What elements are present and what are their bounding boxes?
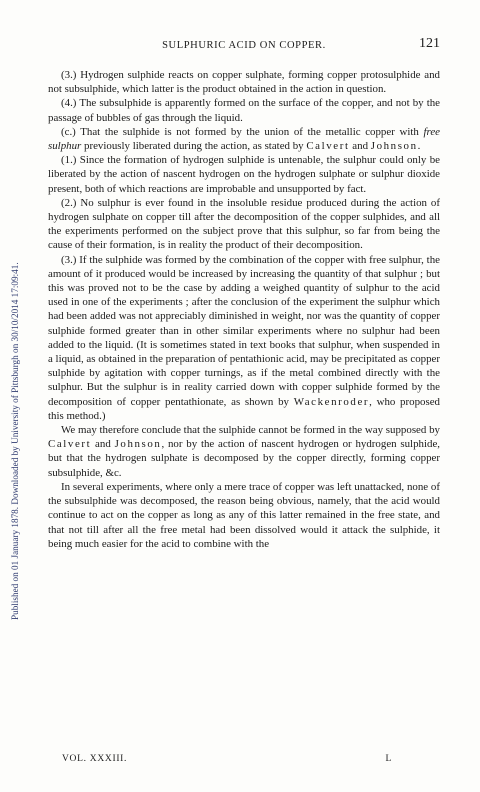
paragraph-text: previously liberated during the action, as stated by xyxy=(81,140,307,153)
running-header xyxy=(48,36,440,56)
paragraph-text: . xyxy=(417,140,421,153)
author-name: Johnson xyxy=(370,140,418,153)
download-stamp-text: Published on 01 January 1878. Downloaded by University of Pittsburgh on 30/10/2014 17:09:41. xyxy=(10,262,20,620)
paragraph-text: and xyxy=(349,140,371,153)
paragraph-text: We may therefore conclude that the sulphide cannot be formed in the way supposed by xyxy=(61,424,440,437)
paragraph-text: (3.) If the sulphide was formed by the combination of the copper with free sulphur, the amount of it produced would be increased by increasing the quantity of that sulphur ; but this was proved not to be the case by adding a weighed quantity of sulphur to the acid used in one of the experiments ; after the conclusion of the experiment the sulphur which had been added was not appreciably diminished in weight, nor was the quantity of copper sulphide formed greater than in other similar experiments where no sulphur had been added to the liquid. (It is sometimes stated in text books that sulphur, when suspended in a liquid, as obtained in the preparation of pentathionic acid, may be precipitated as copper sulphide by agitation with copper turnings, as if the metal combined directly with the sulphur. But the sulphur is in reality carried down with copper sulphide formed by the decomposition of copper pentathionate, as shown by xyxy=(48,253,440,408)
author-name: Wackenroder xyxy=(293,395,370,408)
page-footer xyxy=(62,754,392,768)
paragraph-text: , who proposed this method.) xyxy=(48,395,440,422)
paragraph: (4.) The subsulphide is apparently formed on the surface of the copper, and not by the passage of bubbles of gas through the liquid. xyxy=(48,97,440,124)
paragraph xyxy=(48,125,440,153)
paragraph xyxy=(48,253,440,423)
paragraph: (1.) Since the formation of hydrogen sulphide is untenable, the sulphur could only be liberated by the action of nascent hydrogen on the hydrogen sulphate or sulphur dioxide present, both of which reactions are improbable and unsupported by fact. xyxy=(48,154,440,195)
download-stamp xyxy=(8,60,22,620)
paragraph-text: (c.) That the sulphide is not formed by the union of the metallic copper with xyxy=(61,125,424,138)
page-number: 121 xyxy=(419,36,440,51)
paragraph-text: and xyxy=(91,438,115,451)
author-name: Johnson xyxy=(114,438,162,451)
paragraph-text: , nor by the action of nascent hydrogen or hydrogen sulphide, but that the hydrogen sulphate is decomposed by the copper directly, forming copper subsulphide, &c. xyxy=(48,438,441,479)
paragraph: In several experiments, where only a mere trace of copper was left unattacked, none of the subsulphide was decomposed, the reason being obvious, namely, that the acid would continue to act on the copper as long as any of this latter remained in the free state, and that not till after all the free metal had been dissolved would it attack the sulphide, it being much easier for the acid to combine with the xyxy=(48,480,440,550)
author-name: Calvert xyxy=(48,438,92,451)
italic-text: free sulphur xyxy=(48,125,440,153)
page-body xyxy=(48,68,440,551)
paragraph: (2.) No sulphur is ever found in the insoluble residue produced during the action of hydrogen sulphate on copper till after the decomposition of the copper sulphides, and all the experiments performed on the subject prove that this sulphur, so far from being the cause of their formation, is in reality the product of their decomposition. xyxy=(48,196,440,252)
volume-label: VOL. XXXIII. xyxy=(62,754,128,764)
paragraph xyxy=(48,423,440,480)
signature-mark: L xyxy=(385,754,392,764)
running-title: SULPHURIC ACID ON COPPER. xyxy=(162,40,326,51)
paragraph: (3.) Hydrogen sulphide reacts on copper sulphate, forming copper protosulphide and not subsulphide, which latter is the product obtained in the action in question. xyxy=(48,69,440,96)
author-name: Calvert xyxy=(306,140,350,153)
